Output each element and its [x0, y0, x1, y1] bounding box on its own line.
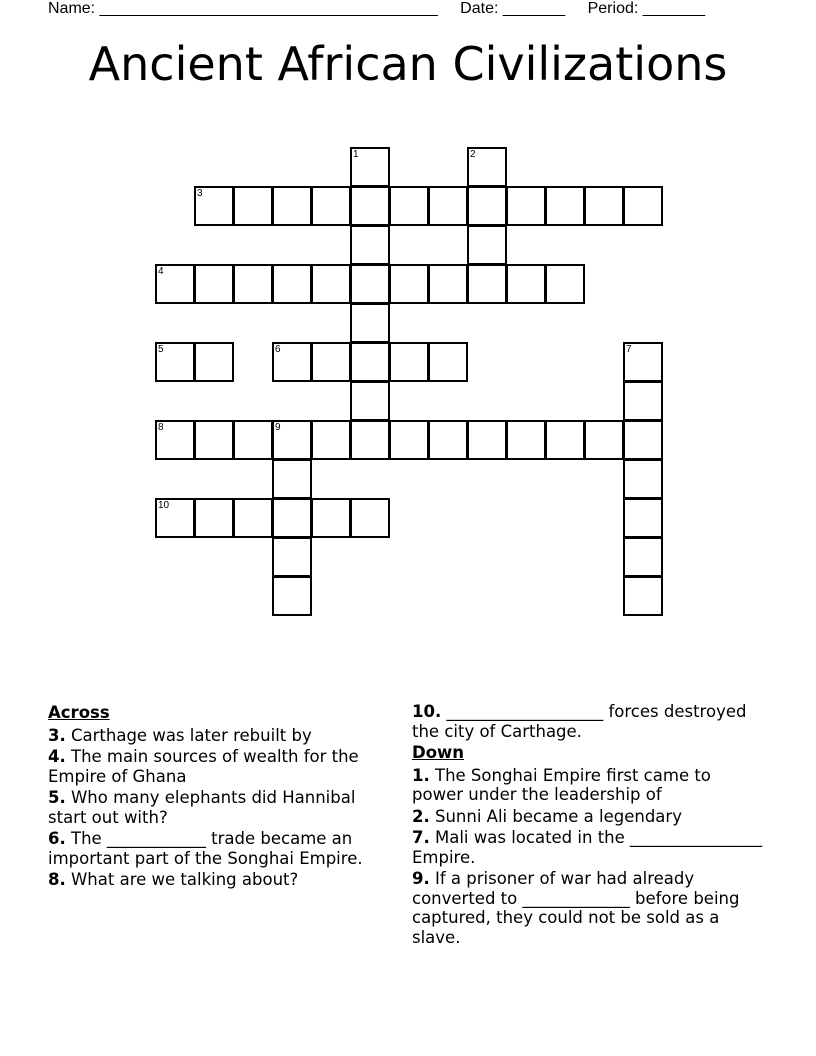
- clue-text: Who many elephants did Hannibal start out with?: [48, 788, 356, 827]
- crossword-cell[interactable]: [350, 147, 390, 187]
- crossword-cell[interactable]: [506, 420, 546, 460]
- crossword-cell[interactable]: [584, 186, 624, 226]
- crossword-cell[interactable]: [350, 498, 390, 538]
- crossword-cell[interactable]: [272, 186, 312, 226]
- cell-number: 3: [197, 188, 203, 199]
- across-clue-8: [48, 870, 393, 890]
- cell-number: 7: [626, 344, 632, 355]
- clue-number: 8.: [48, 870, 66, 889]
- crossword-cell[interactable]: [623, 342, 663, 382]
- clue-text: What are we talking about?: [65, 870, 299, 889]
- crossword-cell[interactable]: [506, 264, 546, 304]
- period-field[interactable]: Period: _______: [587, 0, 706, 17]
- cell-number: 6: [275, 344, 281, 355]
- clue-text: The ____________ trade became an important part of the Songhai Empire.: [48, 829, 363, 868]
- clue-column-left: [48, 702, 393, 892]
- across-clue-6: [48, 829, 393, 868]
- cell-number: 2: [470, 149, 476, 160]
- crossword-cell[interactable]: [467, 264, 507, 304]
- crossword-cell[interactable]: [623, 186, 663, 226]
- crossword-cell[interactable]: [545, 264, 585, 304]
- crossword-cell[interactable]: [467, 225, 507, 265]
- crossword-cell[interactable]: [389, 264, 429, 304]
- cell-number: 4: [158, 266, 164, 277]
- crossword-cell[interactable]: [272, 537, 312, 577]
- crossword-cell[interactable]: [155, 264, 195, 304]
- crossword-cell[interactable]: [272, 459, 312, 499]
- crossword-cell[interactable]: [350, 420, 390, 460]
- crossword-cell[interactable]: [428, 264, 468, 304]
- crossword-cell[interactable]: [155, 420, 195, 460]
- crossword-cell[interactable]: [623, 381, 663, 421]
- crossword-cell[interactable]: [350, 264, 390, 304]
- crossword-cell[interactable]: [350, 342, 390, 382]
- crossword-cell[interactable]: [467, 420, 507, 460]
- across-clue-5: [48, 788, 393, 827]
- crossword-cell[interactable]: [467, 147, 507, 187]
- down-clue-9: [412, 869, 767, 947]
- crossword-cell[interactable]: [233, 498, 273, 538]
- cell-number: 10: [158, 500, 170, 511]
- across-heading: Across: [48, 703, 110, 722]
- crossword-cell[interactable]: [350, 303, 390, 343]
- crossword-cell[interactable]: [311, 186, 351, 226]
- crossword-cell[interactable]: [467, 186, 507, 226]
- crossword-cell[interactable]: [623, 537, 663, 577]
- crossword-cell[interactable]: [194, 342, 234, 382]
- down-clue-1: [412, 766, 767, 805]
- crossword-cell[interactable]: [623, 498, 663, 538]
- clue-number: 5.: [48, 788, 66, 807]
- crossword-cell[interactable]: [272, 576, 312, 616]
- crossword-cell[interactable]: [350, 381, 390, 421]
- crossword-cell[interactable]: [389, 342, 429, 382]
- down-clue-2: [412, 807, 767, 827]
- cell-number: 9: [275, 422, 281, 433]
- crossword-cell[interactable]: [428, 420, 468, 460]
- crossword-cell[interactable]: [194, 186, 234, 226]
- across-clue-4: [48, 747, 393, 786]
- crossword-cell[interactable]: [350, 225, 390, 265]
- date-field[interactable]: Date: _______: [460, 0, 566, 17]
- across-clue-3: [48, 726, 393, 746]
- clue-text: The Songhai Empire first came to power under the leadership of: [412, 765, 711, 804]
- crossword-cell[interactable]: [545, 186, 585, 226]
- clue-number: 1.: [412, 765, 430, 785]
- crossword-cell[interactable]: [194, 264, 234, 304]
- crossword-cell[interactable]: [155, 342, 195, 382]
- crossword-cell[interactable]: [233, 186, 273, 226]
- crossword-cell[interactable]: [155, 498, 195, 538]
- down-heading: Down: [412, 743, 465, 762]
- crossword-cell[interactable]: [545, 420, 585, 460]
- page-title: Ancient African Civilizations: [88, 37, 728, 91]
- across-clue-list: [48, 726, 393, 890]
- crossword-cell[interactable]: [311, 420, 351, 460]
- clue-number: 3.: [48, 725, 66, 745]
- crossword-cell[interactable]: [584, 420, 624, 460]
- down-clue-7: [412, 828, 767, 867]
- crossword-cell[interactable]: [233, 420, 273, 460]
- clue-number: 9.: [412, 869, 430, 888]
- crossword-cell[interactable]: [389, 186, 429, 226]
- cell-number: 8: [158, 422, 164, 433]
- crossword-cell[interactable]: [428, 186, 468, 226]
- crossword-cell[interactable]: [272, 498, 312, 538]
- clue-text: Carthage was later rebuilt by: [65, 725, 312, 745]
- crossword-cell[interactable]: [194, 420, 234, 460]
- crossword-cell[interactable]: [623, 576, 663, 616]
- clue-text: ___________________ forces destroyed the city of Carthage.: [412, 702, 747, 741]
- clue-text: The main sources of wealth for the Empire of Ghana: [48, 747, 359, 786]
- crossword-cell[interactable]: [623, 420, 663, 460]
- clue-column-right: [412, 702, 767, 949]
- clue-text: If a prisoner of war had already converted to _____________ before being captured, they could not be sold as a slave.: [412, 869, 740, 947]
- clue-number: 7.: [412, 828, 430, 847]
- crossword-cell[interactable]: [311, 264, 351, 304]
- crossword-cell[interactable]: [311, 498, 351, 538]
- clue-text: Mali was located in the ________________ Empire.: [412, 828, 763, 867]
- down-clue-list: [412, 766, 767, 948]
- clue-number: 2.: [412, 806, 430, 826]
- cell-number: 5: [158, 344, 164, 355]
- crossword-cell[interactable]: [311, 342, 351, 382]
- clue-text: Sunni Ali became a legendary: [429, 806, 682, 826]
- crossword-cell[interactable]: [428, 342, 468, 382]
- clue-number: 4.: [48, 747, 66, 766]
- across-clue-10: [412, 702, 767, 741]
- clue-number: 6.: [48, 829, 66, 848]
- crossword-cell[interactable]: [233, 264, 273, 304]
- crossword-cell[interactable]: [623, 459, 663, 499]
- crossword-cell[interactable]: [389, 420, 429, 460]
- crossword-cell[interactable]: [194, 498, 234, 538]
- crossword-cell[interactable]: [272, 264, 312, 304]
- crossword-cell[interactable]: [506, 186, 546, 226]
- cell-number: 1: [353, 149, 359, 160]
- clue-number: 10.: [412, 702, 442, 721]
- crossword-cell[interactable]: [272, 342, 312, 382]
- crossword-cell[interactable]: [272, 420, 312, 460]
- name-field[interactable]: Name: ______________________________________: [48, 0, 438, 17]
- crossword-cell[interactable]: [350, 186, 390, 226]
